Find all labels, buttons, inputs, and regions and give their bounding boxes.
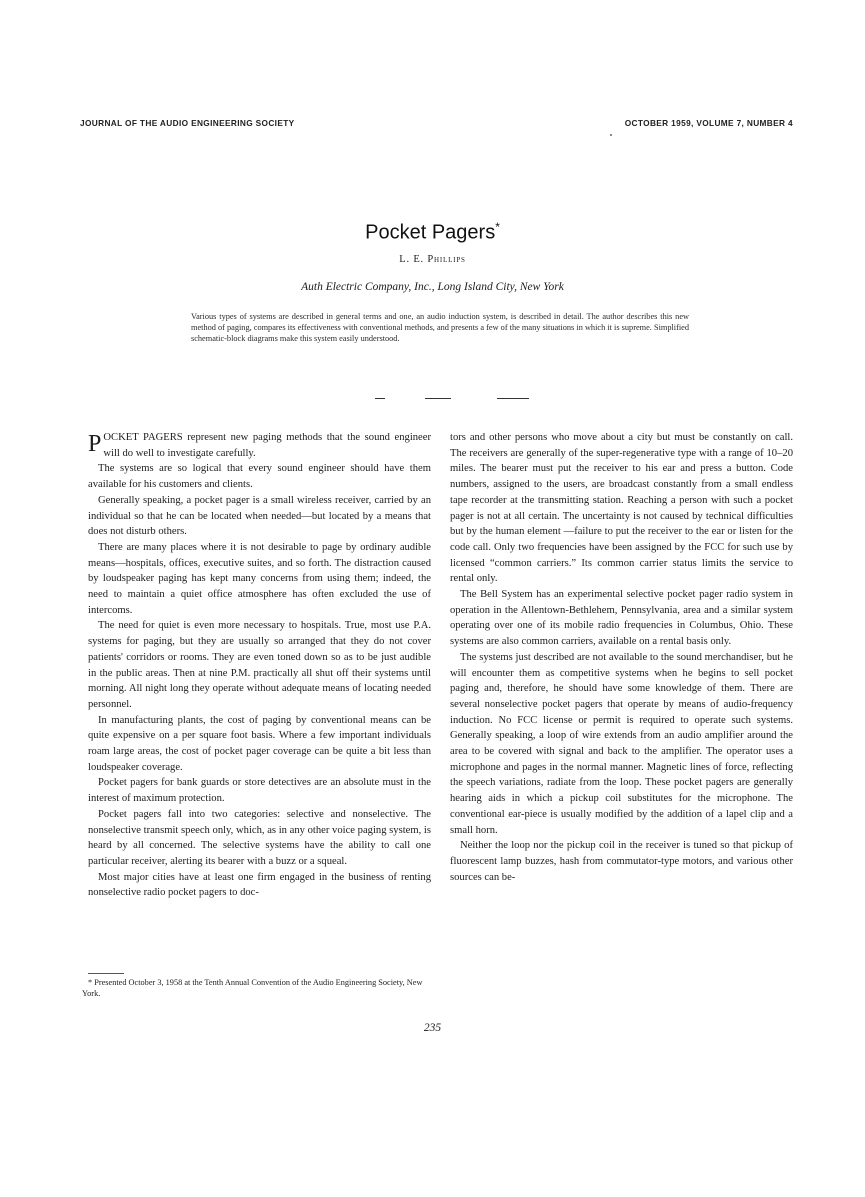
body-paragraph: The Bell System has an experimental selective pocket pager radio system in operation in the Allentown-Bethlehem, Pennsylvania, area and a similar system operating over one of its mobile radio frequencies in Columbus, Ohio. These systems are also common carriers, available on a rental basis only. (450, 589, 793, 648)
left-column (88, 430, 431, 901)
right-column (450, 430, 793, 885)
first-paragraph-text: OCKET PAGERS represent new paging methods that the sound engineer will do well to investigate carefully. (103, 432, 431, 459)
author-name: L. E. Phillips (399, 254, 466, 265)
title-footnote-mark: * (495, 220, 500, 234)
body-paragraph: Most major cities have at least one firm engaged in the business of renting nonselective radio pocket pagers to doc- (88, 871, 431, 899)
body-paragraph: Pocket pagers for bank guards or store detectives are an absolute must in the interest of maximum protection. (88, 777, 431, 805)
body-paragraph: In manufacturing plants, the cost of paging by conventional means can be quite expensive on a per square foot basis. Where a few important individuals roam large areas, the cost of pocket pager coverage can be quite a bit less than loudspeaker coverage. (88, 714, 431, 773)
footnote-rule (88, 973, 124, 974)
section-divider (375, 398, 385, 399)
author-affiliation: Auth Electric Company, Inc., Long Island City, New York (301, 281, 564, 293)
body-paragraph: Pocket pagers fall into two categories: selective and nonselective. The nonselective transmit speech only, which, as in any other voice paging system, is heard by all concerned. The selective systems have the ability to call one particular receiver, alerting its bearer with a buzz or a squeal. (88, 808, 431, 867)
body-paragraph: Neither the loop nor the pickup coil in the receiver is tuned so that pickup of fluorescent lamp buzzes, hash from commutator-type motors, and various other sources can be- (450, 840, 793, 883)
body-paragraph: The systems are so logical that every sound engineer should have them available for his customers and clients. (88, 463, 431, 491)
body-paragraph: The need for quiet is even more necessary to hospitals. True, most use P.A. systems for paging, but they are usually so arranged that they do not cover patients' corridors or rooms. They are even toned down so as to be just audible in the public areas. Then at nine P.M. practically all shut off their systems until morning. All night long they operate without adequate means of locating needed personnel. (88, 620, 431, 710)
body-paragraph: tors and other persons who move about a city but must be constantly on call. The receivers are generally of the super-regenerative type with a range of 10–20 miles. The bearer must put the receiver to his ear and press a button. Code numbers, assigned to the users, are broadcast constantly from a small endless tape recorder at the transmitting station. Reaching a person with such a pocket pager is not at all certain. The uncertainty is not caused by technical difficulties but by the human element —failure to put the receiver to the ear or listen for the code call. Only two frequencies have been assigned by the FCC for such use by licensed “common carriers.” Its common carrier status limits the service to rental only. (450, 432, 793, 585)
section-divider (497, 398, 529, 399)
title-text: Pocket Pagers (365, 221, 496, 244)
stray-mark (610, 134, 612, 136)
section-divider (425, 398, 451, 399)
body-paragraph: Generally speaking, a pocket pager is a small wireless receiver, carried by an individual so that he can be located when needed—but located by a means that does not disturb others. (88, 494, 431, 538)
body-paragraph (88, 430, 431, 461)
journal-name: JOURNAL OF THE AUDIO ENGINEERING SOCIETY (80, 118, 295, 128)
page-number: 235 (423, 1022, 442, 1034)
footnote: * Presented October 3, 1958 at the Tenth Annual Convention of the Audio Engineering Society, New York. (82, 978, 423, 998)
abstract: Various types of systems are described in general terms and one, an audio induction system, is described in detail. The author describes this new method of paging, compares its effectiveness with conventional methods, and presents a few of the many situations in which it is supreme. Simplified schematic-block diagrams make this system easily understood. (191, 312, 689, 344)
drop-cap: P (88, 431, 102, 457)
body-paragraph: There are many places where it is not desirable to page by ordinary audible means—hospitals, offices, executive suites, and so forth. The distraction caused by loudspeaker paging has kept many concerns from using them; indeed, the need to maintain a quiet office atmosphere has often excluded the use of intercoms. (88, 541, 431, 616)
article-title (0, 220, 865, 245)
issue-info: OCTOBER 1959, VOLUME 7, NUMBER 4 (624, 118, 793, 128)
body-paragraph: The systems just described are not available to the sound merchandiser, but he will encounter them as competitive systems when he begins to sell pocket paging and, therefore, he should have some knowledge of them. There are several nonselective pocket pagers that operate by means of audio-frequency induction. No FCC license or permit is required to operate such systems. Generally speaking, a loop of wire extends from an audio amplifier around the area to be covered with signal and back to the amplifier. The operator uses a microphone and pages in the normal manner. Magnetic lines of force, reflecting the speech variations, radiate from the loop. These pocket pagers are generally hearing aids in which a pickup coil substitutes for the microphone. The conventional ear-piece is usually modified by the addition of a lapel clip and a small horn. (450, 651, 793, 836)
